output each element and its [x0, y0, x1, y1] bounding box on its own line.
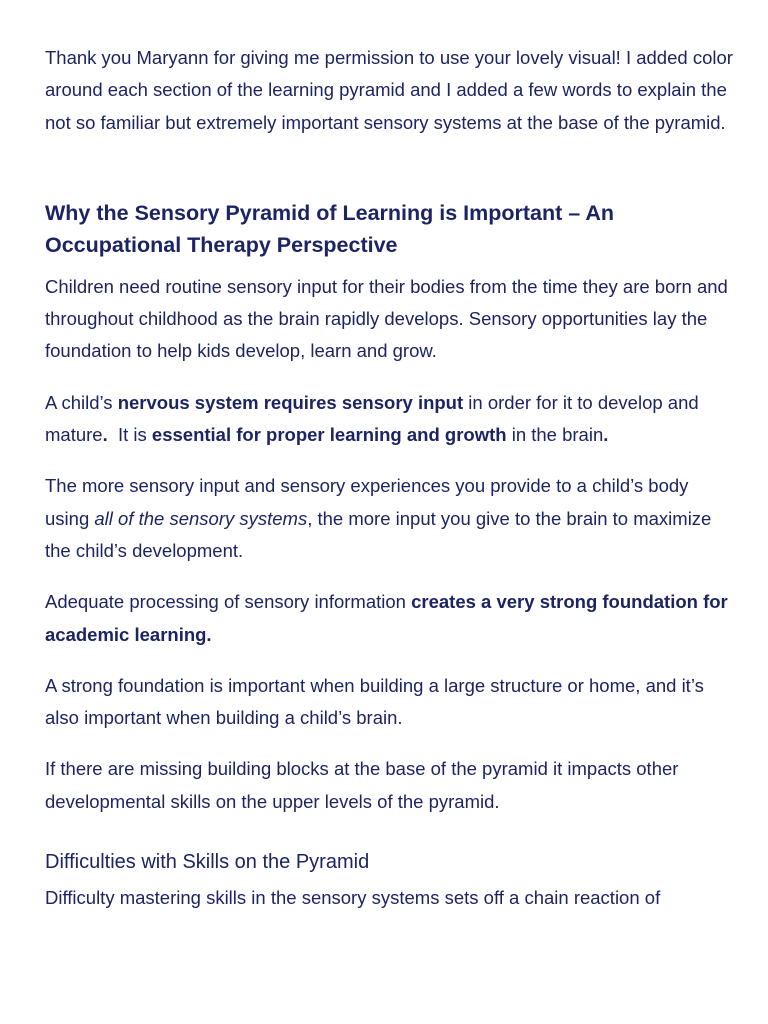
bold-text: .	[102, 424, 108, 446]
paragraph-difficulty: Difficulty mastering skills in the sensory systems sets off a chain reaction of	[45, 887, 661, 909]
text-run: Adequate processing of sensory information	[45, 591, 412, 613]
text-run: in the brain	[506, 424, 604, 446]
text-run: in order for it to develop and mature	[45, 391, 699, 446]
paragraph-nervous-system	[45, 387, 735, 452]
italic-text: all of the sensory systems	[94, 507, 308, 529]
text-run: The more sensory input and sensory experiences you provide to a child’s body using	[45, 475, 689, 529]
paragraph-adequate-processing	[45, 586, 735, 651]
paragraph-strong-foundation: A strong foundation is important when building a large structure or home, and it’s also important when building a child’s brain.	[45, 674, 704, 729]
bold-text: essential for proper learning and growth	[151, 424, 507, 446]
bold-text: .	[603, 424, 609, 446]
text-run: It is	[107, 424, 152, 446]
subsection-heading: Difficulties with Skills on the Pyramid	[45, 851, 370, 874]
paragraph-sensory-experiences	[45, 470, 735, 567]
bold-text: creates a very strong foundation for academic learning.	[45, 591, 728, 645]
text-run: A child’s	[45, 391, 118, 413]
intro-paragraph: Thank you Maryann for giving me permission to use your lovely visual! I added color around each section of the learning pyramid and I added a few words to explain the not so familiar but extremely important sensory systems at the base of the pyramid.	[45, 47, 733, 133]
text-run: , the more input you give to the brain to maximize the child’s development.	[45, 507, 712, 561]
paragraph-sensory-input: Children need routine sensory input for their bodies from the time they are born and throughout childhood as the brain rapidly develops. Sensory opportunities lay the foundation to help kids develop, learn and grow.	[45, 275, 728, 362]
paragraph-missing-blocks: If there are missing building blocks at the base of the pyramid it impacts other developmental skills on the upper levels of the pyramid.	[45, 758, 679, 812]
section-heading: Why the Sensory Pyramid of Learning is Important – An Occupational Therapy Perspective	[45, 200, 615, 258]
bold-text: nervous system requires sensory input	[117, 391, 464, 413]
article-content	[45, 42, 735, 914]
